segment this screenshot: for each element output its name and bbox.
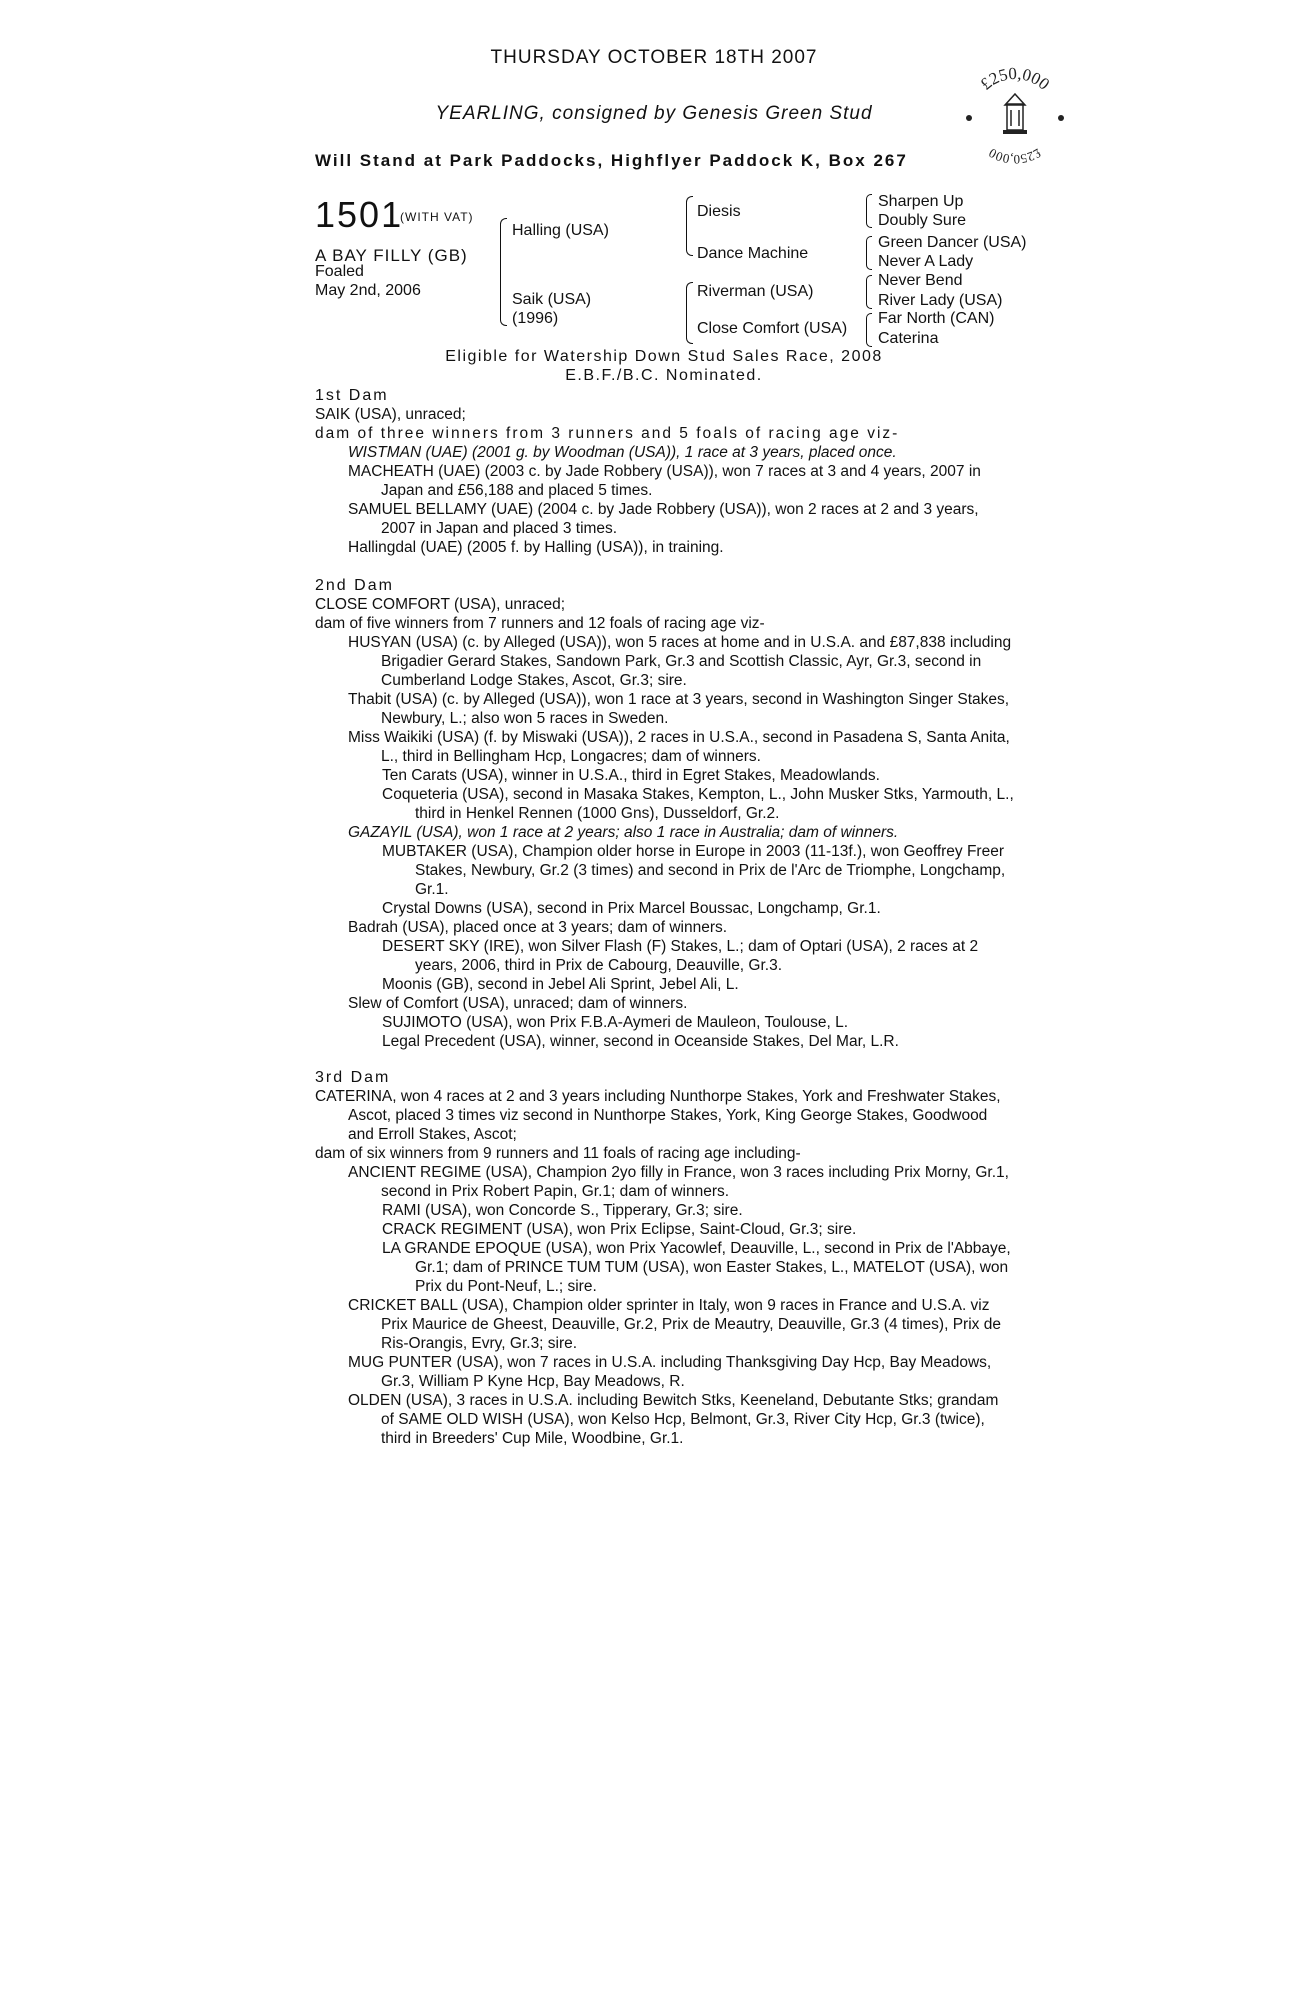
dam-produce-summary: dam of five winners from 7 runners and 12 foals of racing age viz- [315, 615, 765, 632]
produce-entry: Coqueteria (USA), second in Masaka Stakes, Kempton, L., John Musker Stks, Yarmouth, L., third in Henkel Rennen (1000 Gns), Dusseldorf, Gr.2. [382, 786, 1014, 822]
produce-entry: Badrah (USA), placed once at 3 years; dam of winners. [348, 919, 728, 936]
produce-entry: MUG PUNTER (USA), won 7 races in U.S.A. including Thanksgiving Day Hcp, Bay Meadows, Gr.3, William P Kyne Hcp, Bay Meadows, R. [348, 1354, 992, 1390]
produce-entry: SUJIMOTO (USA), won Prix F.B.A-Aymeri de Mauleon, Toulouse, L. [382, 1014, 849, 1031]
ped-dds: Far North (CAN) [878, 310, 995, 327]
produce-entry: CRACK REGIMENT (USA), won Prix Eclipse, Saint-Cloud, Gr.3; sire. [382, 1221, 857, 1238]
first-dam-heading: 1st Dam [315, 387, 389, 404]
foaled-label: Foaled [315, 263, 364, 280]
produce-entry: Miss Waikiki (USA) (f. by Miswaki (USA)), 2 races in U.S.A., second in Pasadena S, Santa Anita, L., third in Bellingham Hcp, Longacres; dam of winners. [348, 729, 1010, 765]
produce-entry: LA GRANDE EPOQUE (USA), won Prix Yacowlef, Deauville, L., second in Prix de l'Abbaye, Gr.1; dam of PRINCE TUM TUM (USA), won Easter Stakes, L., MATELOT (USA), won Prix du Pont-Neuf, L.; sire. [382, 1240, 1011, 1295]
third-dam-heading: 3rd Dam [315, 1069, 391, 1086]
third-dam-section [315, 1068, 1015, 1448]
sire-dam: Dance Machine [697, 245, 809, 262]
produce-entry: GAZAYIL (USA), won 1 race at 2 years; also 1 race in Australia; dam of winners. [348, 824, 899, 841]
foaled-date: May 2nd, 2006 [315, 282, 421, 299]
produce-entry: Hallingdal (UAE) (2005 f. by Halling (USA)), in training. [348, 539, 724, 556]
svg-text:£250,000: £250,000 [986, 145, 1044, 168]
first-dam-section [315, 386, 1015, 557]
produce-entry: Thabit (USA) (c. by Alleged (USA)), won 1 race at 3 years, second in Washington Singer Stakes, Newbury, L.; also won 5 races in Sweden. [348, 691, 1010, 727]
dam-dam: Close Comfort (USA) [697, 320, 848, 337]
dam-produce-summary: dam of six winners from 9 runners and 11 foals of racing age including- [315, 1145, 801, 1162]
produce-entry: Slew of Comfort (USA), unraced; dam of winners. [348, 995, 688, 1012]
dam-produce-summary: dam of three winners from 3 runners and 5 foals of racing age viz- [315, 425, 900, 442]
ped-sds: Green Dancer (USA) [878, 234, 1027, 251]
produce-entry: Ten Carats (USA), winner in U.S.A., third in Egret Stakes, Meadowlands. [382, 767, 880, 784]
second-dam-heading: 2nd Dam [315, 577, 394, 594]
pedigree-brace-main [500, 218, 507, 326]
second-dam-section [315, 576, 1015, 1051]
nomination-note: E.B.F./B.C. Nominated. [565, 367, 763, 384]
brace-3c [866, 275, 872, 309]
produce-entry: ANCIENT REGIME (USA), Champion 2yo filly in France, won 3 races including Prix Morny, Gr.1, second in Prix Robert Papin, Gr.1; dam of winners. [348, 1164, 1009, 1200]
svg-text:£250,000: £250,000 [976, 64, 1054, 94]
ped-ssd: Doubly Sure [878, 212, 967, 229]
produce-entry: HUSYAN (USA) (c. by Alleged (USA)), won 5 races at home and in U.S.A. and £87,838 including Brigadier Gerard Stakes, Sandown Park, Gr.3 and Scottish Classic, Ayr, Gr.3, second in Cumberland Lodge Stakes, Ascot, Gr.3; sire. [348, 634, 1012, 689]
dam-line: CATERINA, won 4 races at 2 and 3 years including Nunthorpe Stakes, York and Freshwater Stakes, Ascot, placed 3 times viz second in Nunthorpe Stakes, York, King George Stakes, Goodwood and Erroll Stakes, Ascot; [315, 1088, 1001, 1143]
lot-number: 1501 [315, 194, 404, 235]
ped-sdd: Never A Lady [878, 253, 974, 270]
vat-note: (WITH VAT) [400, 210, 474, 224]
lot-description: A BAY FILLY (GB) [315, 246, 468, 265]
consignment-line: YEARLING, consigned by Genesis Green Stud [435, 103, 873, 124]
box-location: Will Stand at Park Paddocks, Highflyer Paddock K, Box 267 [315, 151, 908, 170]
dam-year: (1996) [512, 310, 559, 327]
ped-ddd: Caterina [878, 330, 939, 347]
eligibility-note: Eligible for Watership Down Stud Sales Race, 2008 [445, 348, 883, 365]
ped-dss: Never Bend [878, 272, 963, 289]
price-stamp-logo [962, 64, 1068, 168]
produce-entry: MUBTAKER (USA), Champion older horse in Europe in 2003 (11-13f.), won Geoffrey Freer Stakes, Newbury, Gr.2 (3 times) and second in Prix de l'Arc de Triomphe, Longchamp, Gr.1. [382, 843, 1006, 898]
produce-entry: SAMUEL BELLAMY (UAE) (2004 c. by Jade Robbery (USA)), won 2 races at 2 and 3 years, 2007 in Japan and placed 3 times. [348, 501, 979, 537]
produce-entry: DESERT SKY (IRE), won Silver Flash (F) Stakes, L.; dam of Optari (USA), 2 races at 2 years, 2006, third in Prix de Cabourg, Deauville, Gr.3. [382, 938, 979, 974]
produce-entry: WISTMAN (UAE) (2001 g. by Woodman (USA)), 1 race at 3 years, placed once. [348, 444, 897, 461]
dam-line: SAIK (USA), unraced; [315, 406, 466, 423]
produce-entry: MACHEATH (UAE) (2003 c. by Jade Robbery (USA)), won 7 races at 3 and 4 years, 2007 in Japan and £56,188 and placed 5 times. [348, 463, 981, 499]
produce-entry: CRICKET BALL (USA), Champion older sprinter in Italy, won 9 races in France and U.S.A. viz Prix Maurice de Gheest, Deauville, Gr.2, Prix de Meautry, Deauville, Gr.3 (4 times), Prix de Ris-Orangis, Evry, Gr.3; sire. [348, 1297, 1001, 1352]
dam-sire: Riverman (USA) [697, 283, 814, 300]
ped-dsd: River Lady (USA) [878, 292, 1003, 309]
produce-entry: RAMI (USA), won Concorde S., Tipperary, Gr.3; sire. [382, 1202, 743, 1219]
brace-3b [866, 236, 872, 270]
produce-entry: OLDEN (USA), 3 races in U.S.A. including Bewitch Stks, Keeneland, Debutante Stks; grandam of SAME OLD WISH (USA), won Kelso Hcp, Belmont, Gr.3, River City Hcp, Gr.3 (twice), third in Breeders' Cup Mile, Woodbine, Gr.1. [348, 1392, 999, 1447]
produce-entry: Moonis (GB), second in Jebel Ali Sprint, Jebel Ali, L. [382, 976, 739, 993]
dam: Saik (USA) [512, 291, 592, 308]
brace-3d [866, 313, 872, 347]
produce-entry: Crystal Downs (USA), second in Prix Marcel Boussac, Longchamp, Gr.1. [382, 900, 881, 917]
sire-sire: Diesis [697, 203, 741, 220]
sire: Halling (USA) [512, 222, 609, 239]
ped-sss: Sharpen Up [878, 193, 964, 210]
produce-entry: Legal Precedent (USA), winner, second in Oceanside Stakes, Del Mar, L.R. [382, 1033, 899, 1050]
brace-3a [866, 194, 872, 228]
sale-date: THURSDAY OCTOBER 18TH 2007 [490, 47, 818, 68]
dam-line: CLOSE COMFORT (USA), unraced; [315, 596, 566, 613]
pedigree-brace-dam [686, 282, 693, 344]
pedigree-brace-sire [686, 196, 693, 256]
